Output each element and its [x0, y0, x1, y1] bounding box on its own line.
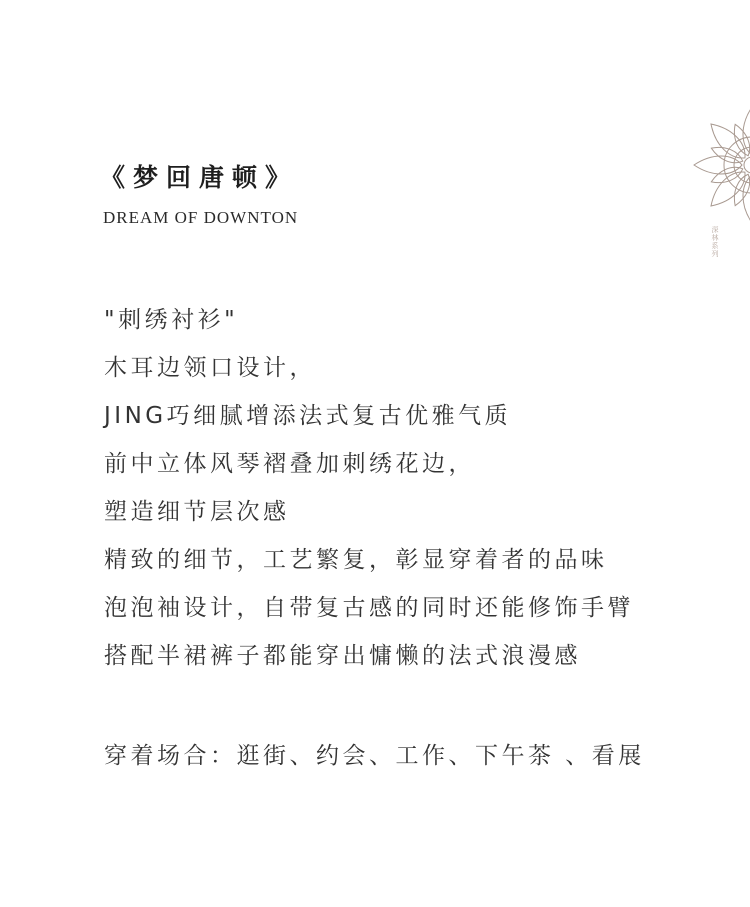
- page-title: 《梦回唐顿》: [100, 163, 299, 192]
- description-line: 塑造细节层次感: [104, 499, 290, 525]
- vertical-brand-mark: 深林系列: [711, 226, 719, 258]
- description-line: 木耳边领口设计，: [104, 355, 316, 381]
- description-line: 精致的细节，工艺繁复，彰显穿着者的品味: [104, 547, 608, 573]
- description-line: JING巧细腻增添法式复古优雅气质: [104, 403, 512, 429]
- description-line: 前中立体风琴褶叠加刺绣花边，: [104, 451, 475, 477]
- page-subtitle: DREAM OF DOWNTON: [103, 208, 299, 227]
- description-line: 搭配半裙裤子都能穿出慵懒的法式浪漫感: [104, 643, 581, 669]
- description-line: 泡泡袖设计，自带复古感的同时还能修饰手臂: [104, 595, 634, 621]
- description-line: "刺绣衬衫": [104, 307, 239, 333]
- wearing-occasion: 穿着场合：逛街、约会、工作、下午茶 、看展: [104, 743, 645, 769]
- description-block: [104, 303, 634, 687]
- lotus-mandala-icon: [690, 100, 750, 230]
